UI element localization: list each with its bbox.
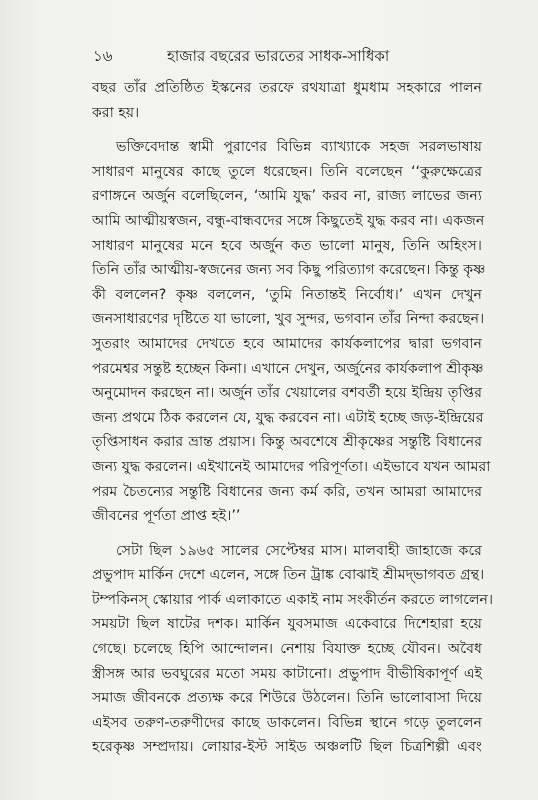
- page-header: [93, 44, 473, 68]
- text-line: সমাজ জীবনকে প্রত্যক্ষ করে শিউরে উঠলেন। তিনি ভালোবাসা দিয়ে: [92, 690, 482, 707]
- text-line: জনসাধারণের দৃষ্টিতে যা ভালো, খুব সুন্দর, ভগবান তাঁর নিন্দা করছেন।: [92, 311, 485, 328]
- paragraph-1: [92, 76, 482, 125]
- text-line: অনুমোদন করছেন না। অর্জুন তাঁর খেয়ালের বশবর্তী হয়ে ইন্দ্রিয় তৃপ্তির: [92, 385, 482, 402]
- text-line: টম্পকিনস্‌ স্কোয়ার পার্ক এলাকাতে একাই নাম সংকীর্তন করতে লাগলেন।: [92, 591, 494, 608]
- text-line: ভক্তিবেদান্ত স্বামী পুরাণের বিভিন্ন ব্যাখ্যাকে সহজ সরলভাষায়: [116, 139, 482, 156]
- text-line: সাধারণ মানুষের মনে হবে অর্জুন কত ভালো মানুষ, তিনি অহিংস।: [92, 237, 482, 254]
- paragraph-2: [92, 135, 491, 529]
- body-text: [92, 76, 494, 760]
- text-line: সাধারণ মানুষের কাছে তুলে ধরেছেন। তিনি বলেছেন ‘‘কুরুক্ষেত্রের: [92, 163, 482, 180]
- text-line: প্রভুপাদ মার্কিন দেশে এলেন, সঙ্গে তিন ট্রাঙ্ক বোঝাই শ্রীমদ্‌ভাগবত গ্রন্থ।: [92, 567, 485, 584]
- text-line: আমি আত্মীয়স্বজন, বন্ধু-বান্ধবদের সঙ্গে কিছুতেই যুদ্ধ করব না। একজন: [92, 212, 485, 229]
- text-line: সেটা ছিল ১৯৬৫ সালের সেপ্টেম্বর মাস। মালবাহী জাহাজে করে: [116, 542, 482, 559]
- text-line: বছর তাঁর প্রতিষ্ঠিত ইস্কনের তরফে রথযাত্রা ধুমধাম সহকারে পালন: [92, 80, 482, 96]
- text-line: জীবনের পূর্ণতা প্রাপ্ত হই।’’: [92, 508, 241, 525]
- text-line: সুতরাং আমাদের দেখতে হবে আমাদের কার্যকলাপের দ্বারা ভগবান: [92, 335, 482, 352]
- text-line: স্ত্রীসঙ্গ আর ভবঘুরের মতো সময় কাটানো। প্রভুপাদ বীভীষিকাপূর্ণ এই: [92, 665, 482, 682]
- text-line: পরম চৈতন্যের সন্তুষ্টি বিধানের জন্য কর্ম করি, তখন আমরা আমাদের: [92, 483, 482, 500]
- page-number: ১৬: [93, 47, 113, 65]
- text-line: হরেকৃষ্ণ সম্প্রদায়। লোয়ার-ইস্ট সাইড অঞ্চলটি ছিল চিত্রশিল্পী এবং: [92, 739, 482, 756]
- text-line: তিনি তাঁর আত্মীয়-স্বজনের জন্য সব কিছু পরিত্যাগ করেছেন। কিন্তু কৃষ্ণ: [92, 262, 486, 279]
- text-line: এইসব তরুণ-তরুণীদের কাছে ডাকলেন। বিভিন্ন স্থানে গড়ে তুললেন: [92, 714, 482, 731]
- text-line: করা হয়।: [92, 104, 140, 121]
- text-line: রণাঙ্গনে অর্জুন বলেছিলেন, ‘আমি যুদ্ধ’ করব না, রাজ্য লাভের জন্য: [92, 188, 482, 205]
- running-head-title: হাজার বছরের ভারতের সাধক-সাধিকা: [167, 47, 390, 65]
- text-line: তৃপ্তিসাধন করার ভ্রান্ত প্রয়াস। কিন্তু অবশেষে শ্রীকৃষ্ণের সন্তুষ্টি বিধানের: [92, 434, 482, 451]
- text-line: পরমেশ্বর সন্তুষ্ট হচ্ছেন কিনা। এখানে দেখুন, অর্জুনের কার্যকলাপ শ্রীকৃষ্ণ: [92, 360, 484, 377]
- text-line: জন্য প্রথমে ঠিক করলেন যে, যুদ্ধ করবেন না। এটাই হচ্ছে জড়-ইন্দ্রিয়ের: [92, 409, 484, 426]
- text-line: কী বললেন? কৃষ্ণ বললেন, ‘তুমি নিতান্তই নির্বোধ।’ এখন দেখুন: [92, 286, 482, 303]
- text-line: জন্য যুদ্ধ করলেন। এইখানেই আমাদের পরিপূর্ণতা। এইভাবে যখন আমরা: [92, 458, 491, 475]
- text-line: সময়টা ছিল ষাটের দশক। মার্কিন যুবসমাজ একেবারে দিশেহারা হয়ে: [92, 616, 482, 633]
- paragraph-3: [92, 539, 494, 760]
- text-line: গেছে। চলেছে হিপি আন্দোলন। নেশায় বিযাক্ত হচ্ছে যৌবন। অবৈধ: [92, 641, 482, 658]
